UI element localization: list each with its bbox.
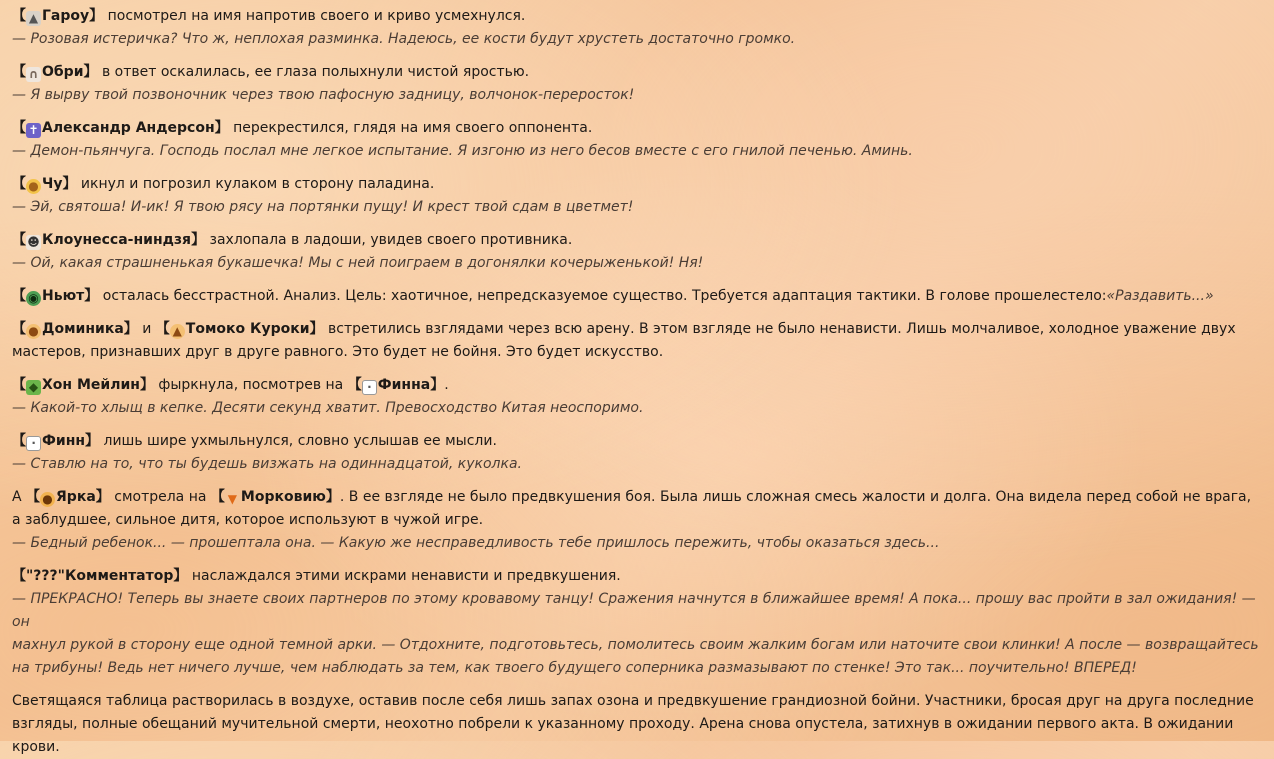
wolf-icon: ▲ [26, 11, 41, 26]
dice-icon: ⋅ [362, 380, 377, 395]
beer-icon: ● [26, 179, 41, 194]
character-tag-tomoko: 【 ▲ Томоко Куроки】 [155, 321, 324, 338]
paragraph-hong-meiling: 【 ◆ Хон Мейлин】 фыркнула, посмотрев на 【 ⋅ Финна】. — Какой-то хлыщ в кепке. Десяти секунд хватит. Превосходство Китая неоспоримо. [12, 377, 644, 416]
character-tag-commentator: 【"???"Комментатор】 [12, 568, 188, 584]
rabbit-icon: ∩ [26, 67, 41, 82]
character-tag-clown-ninja: 【☻ Клоунесса-ниндзя】 [12, 232, 206, 249]
character-tag-anderson: 【 ✝ Александр Андерсон】 [12, 120, 229, 137]
paragraph-yarka: А 【 ● Ярка】 смотрела на 【 ▼ Морковию】. В ее взгляде не было предвкушения боя. Была лишь сложная смесь жалости и долга. Она видела перед собой не врага, а заблудшее, сильное дитя, которое используют в чужой игре. — Бедный ребенок... — прошептала она. — Какую же несправедливость тебе пришлось пережить, чтобы оказаться здесь... [12, 489, 1252, 551]
alien-icon: ◉ [26, 291, 41, 306]
tiger-icon: ● [40, 492, 55, 507]
character-tag-chu: 【 ● Чу】 [12, 176, 77, 193]
paragraph-ending: Светящаяся таблица растворилась в воздухе, оставив после себя лишь запах озона и предвкушение грандиозной бойни. Участники, бросая друг на друга последние взгляды, полные обещаний мучительной смерти, неохотно побрели к указанному проходу. Арена снова опустела, затихнув в ожидании первого акта. В ожидании крови. [12, 693, 1254, 755]
character-tag-aubrey: 【 ∩ Обри】 [12, 64, 98, 81]
carrot-icon: ▼ [227, 492, 238, 506]
paragraph-aubrey: 【 ∩ Обри】 в ответ оскалилась, ее глаза полыхнули чистой яростью. — Я вырву твой позвоночник через твою пафосную задницу, волчонок-переросток! [12, 64, 635, 103]
paragraph-commentator: 【"???"Комментатор】 наслаждался этими искрами ненависти и предвкушения. — ПРЕКРАСНО! Теперь вы знаете своих партнеров по этому кровавому танцу! Сражения начнутся в ближайшее время! А пока... прошу вас пройти в зал ожидания! — он махнул рукой в сторону еще одной темной арки. — Отдохните, подготовьтесь, помолитесь своим жалким богам или наточите свои клинки! А после — возвращайтесь на трибуны! Ведь нет ничего лучше, чем наблюдать за тем, как твоего будущего соперника размазывают по стенке! Это так... поучительно! ВПЕРЕД! [12, 568, 1259, 676]
character-tag-yarka: 【 ● Ярка】 [26, 489, 110, 506]
paragraph-anderson: 【 ✝ Александр Андерсон】 перекрестился, глядя на имя своего оппонента. — Демон-пьянчуга. Господь послал мне легкое испытание. Я изгоню из него бесов вместе с его гнилой печенью. Аминь. [12, 120, 913, 159]
paragraph-newt: 【 ◉ Ньют】 осталась бесстрастной. Анализ. Цель: хаотичное, непредсказуемое существо. Требуется адаптация тактики. В голове прошелестело:«Раздавить...» [12, 288, 1214, 305]
character-tag-morkoviya: 【 ▼ Морковию】 [210, 489, 340, 506]
character-tag-finn: 【 ⋅ Финн】 [12, 433, 100, 450]
paragraph-chu: 【 ● Чу】 икнул и погрозил кулаком в сторону паладина. — Эй, святоша! И-ик! Я твою рясу на портянки пущу! И крест твой сдам в цветмет! [12, 176, 634, 215]
character-tag-newt: 【 ◉ Ньют】 [12, 288, 99, 305]
dragon-icon: ◆ [26, 380, 41, 395]
clown-icon: ☻ [27, 235, 40, 249]
character-tag-finn-target: 【 ⋅ Финна】 [347, 377, 445, 394]
paragraph-garou: 【 ▲ Гароу】 посмотрел на имя напротив своего и криво усмехнулся. — Розовая истеричка? Что ж, неплохая разминка. Надеюсь, ее кости будут хрустеть достаточно громко. [12, 8, 796, 47]
paragraph-finn: 【 ⋅ Финн】 лишь шире ухмыльнулся, словно услышав ее мысли. — Ставлю на то, что ты будешь визжать на одиннадцатой, куколка. [12, 433, 522, 472]
character-tag-hong-meiling: 【 ◆ Хон Мейлин】 [12, 377, 154, 394]
paragraph-clown-ninja: 【☻ Клоунесса-ниндзя】 захлопала в ладоши, увидев своего противника. — Ой, какая страшненькая букашечка! Мы с ней поиграем в догонялки кочерыженькой! Ня! [12, 232, 704, 271]
cross-icon: ✝ [26, 123, 41, 138]
character-tag-garou: 【 ▲ Гароу】 [12, 8, 104, 25]
dice-icon: ⋅ [26, 436, 41, 451]
fox-icon: ▲ [170, 324, 185, 339]
cat-icon: ● [26, 324, 41, 339]
character-tag-dominika: 【 ● Доминика】 [12, 321, 138, 338]
paragraph-dominika-tomoko: 【 ● Доминика】 и 【 ▲ Томоко Куроки】 встретились взглядами через всю арену. В этом взгляде не было ненависти. Лишь молчаливое, холодное уважение двух мастеров, признавших друг в друге равного. Это будет не бойня. Это будет искусство. [12, 321, 1236, 360]
